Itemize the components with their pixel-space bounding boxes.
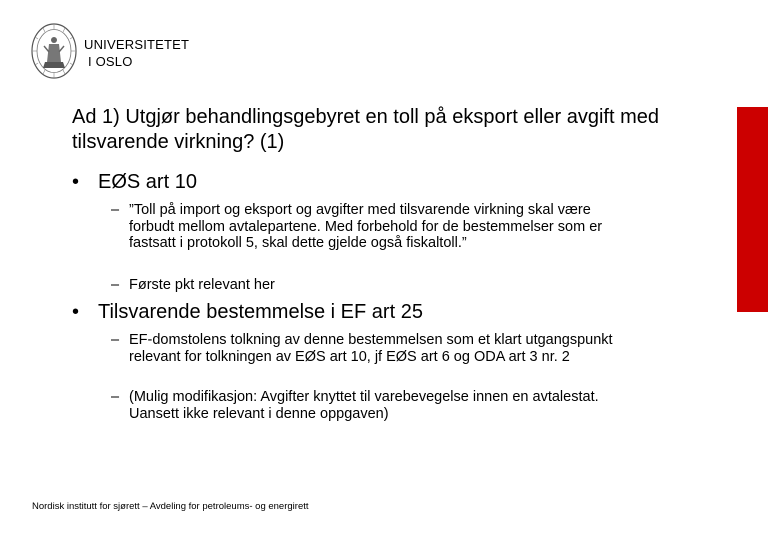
university-name-line2: I OSLO [88,54,133,69]
bullet-item-2 [72,300,423,324]
bullet-text: EØS art 10 [98,171,197,193]
university-name [84,36,189,70]
accent-bar [737,107,768,312]
bullet-marker: • [72,301,80,323]
subitem-marker: – [111,277,120,293]
subitem-text: ”Toll på import og eksport og avgifter med tilsvarende virkning skal være forbudt mellom avtalepartene. Med forbehold for de bestemmelser som er fastsatt i protokoll 5, skal dette gjelde også fiskaltoll.” [129,202,603,251]
bullet-item-1 [72,170,197,194]
university-seal-icon [30,22,78,80]
subitem-text: EF-domstolens tolkning av denne bestemmelsen som et klart utgangspunkt relevant for tolkningen av EØS art 10, jf EØS art 6 og ODA art 3 nr. 2 [129,332,613,365]
university-name-line1: UNIVERSITETET [84,37,190,52]
subitem-marker: – [111,202,120,218]
subitem-1-1 [111,202,631,252]
subitem-1-2 [111,277,631,294]
bullet-marker: • [72,171,80,193]
slide-title: Ad 1) Utgjør behandlingsgebyret en toll på eksport eller avgift med tilsvarende virkning? (1) [72,106,659,153]
subitem-2-1 [111,332,631,365]
subitem-marker: – [111,389,120,405]
subitem-text: Første pkt relevant her [129,277,275,293]
subitem-2-2 [111,389,631,422]
bullet-text: Tilsvarende bestemmelse i EF art 25 [98,301,423,323]
subitem-text: (Mulig modifikasjon: Avgifter knyttet til varebevegelse innen en avtalestat. Uansett ikke relevant i denne oppgaven) [129,389,599,422]
footer-text: Nordisk institutt for sjørett – Avdeling for petroleums- og energirett [32,501,309,512]
subitem-marker: – [111,332,120,348]
